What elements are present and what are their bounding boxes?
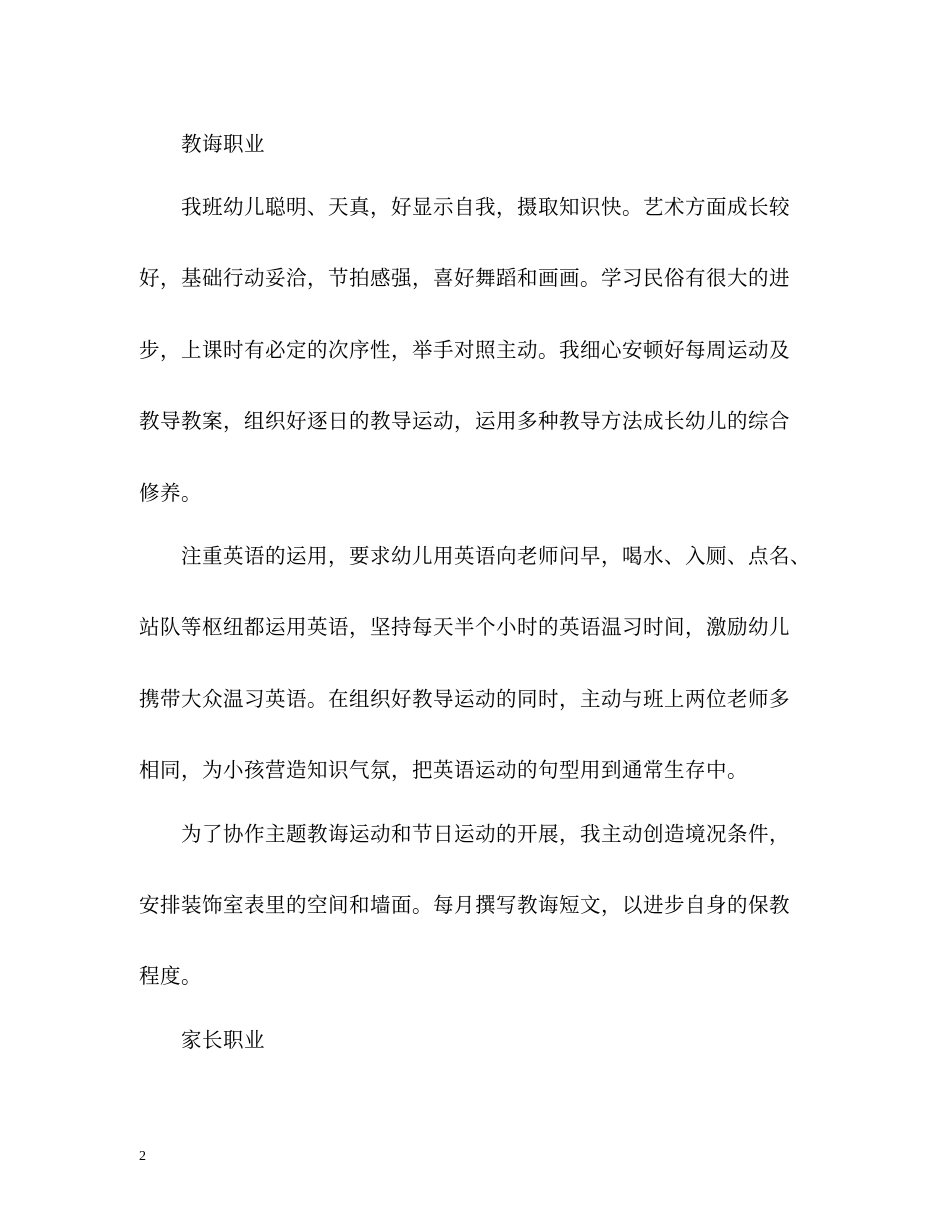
paragraph-line: 注重英语的运用，要求幼儿用英语向老师问早，喝水、入厕、点名、: [181, 544, 811, 568]
page-number: 2: [139, 1149, 146, 1164]
paragraph-line: 好，基础行动妥洽，节拍感强，喜好舞蹈和画画。学习民俗有很大的进: [139, 266, 790, 290]
paragraph-line: 为了协作主题教诲运动和节日运动的开展，我主动创造境况条件，: [181, 822, 790, 846]
section-heading-teaching: 教诲职业: [181, 132, 265, 156]
section-heading-parents: 家长职业: [181, 1028, 265, 1052]
paragraph-line: 步，上课时有必定的次序性，举手对照主动。我细心安顿好每周运动及: [139, 338, 790, 362]
paragraph-line: 教导教案，组织好逐日的教导运动，运用多种教导方法成长幼儿的综合: [139, 409, 790, 433]
paragraph-line: 站队等枢纽都运用英语，坚持每天半个小时的英语温习时间，激励幼儿: [139, 615, 790, 639]
paragraph-line: 携带大众温习英语。在组织好教导运动的同时，主动与班上两位老师多: [139, 687, 790, 711]
paragraph-line: 程度。: [139, 964, 202, 988]
paragraph-line: 安排装饰室表里的空间和墙面。每月撰写教诲短文，以进步自身的保教: [139, 893, 790, 917]
paragraph-line: 相同，为小孩营造知识气氛，把英语运动的句型用到通常生存中。: [139, 758, 748, 782]
paragraph-line: 我班幼儿聪明、天真，好显示自我，摄取知识快。艺术方面成长较: [181, 195, 790, 219]
paragraph-line: 修养。: [139, 481, 202, 505]
